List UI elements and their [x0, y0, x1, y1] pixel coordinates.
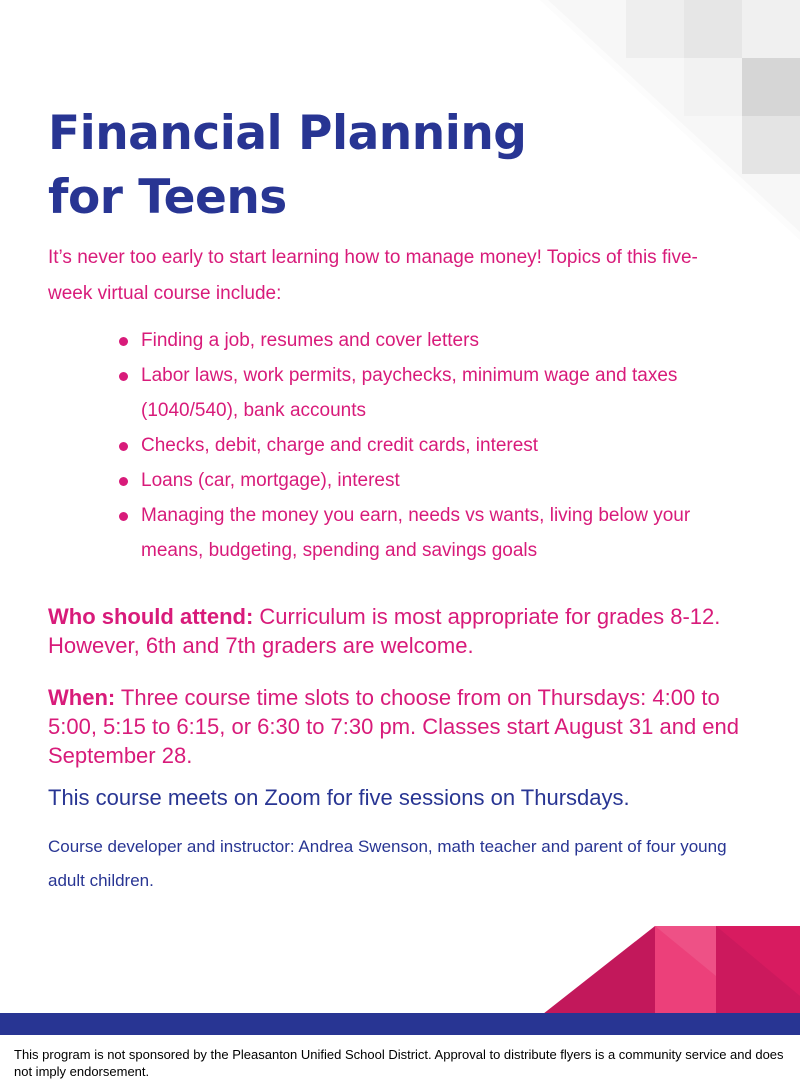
- decorative-pink-shapes: [0, 926, 800, 1014]
- topics-list: [141, 323, 721, 568]
- who-should-attend-paragraph: [48, 602, 748, 660]
- when-label: When:: [48, 685, 116, 710]
- when-paragraph: [48, 683, 748, 770]
- disclaimer-text: This program is not sponsored by the Pleasanton Unified School District. Approval to distribute flyers is a community service and does not imply endorsement.: [14, 1047, 784, 1079]
- title-line-1: Financial Planning: [48, 106, 527, 161]
- list-item: Loans (car, mortgage), interest: [141, 463, 721, 498]
- title-line-2: for Teens: [48, 170, 287, 225]
- when-text: Three course time slots to choose from on Thursdays: 4:00 to 5:00, 5:15 to 6:15, or 6:30 to 7:30 pm. Classes start August 31 and end September 28.: [48, 685, 740, 768]
- intro-paragraph: It’s never too early to start learning how to manage money! Topics of this five-week virtual course include:: [48, 247, 698, 304]
- who-should-attend-text: Curriculum is most appropriate for grades 8-12. However, 6th and 7th graders are welcome.: [48, 604, 721, 658]
- list-item: Finding a job, resumes and cover letters: [141, 323, 721, 358]
- zoom-note: This course meets on Zoom for five sessions on Thursdays.: [48, 785, 630, 810]
- decorative-gray-squares: [540, 0, 800, 240]
- list-item: Managing the money you earn, needs vs wants, living below your means, budgeting, spending and savings goals: [141, 498, 721, 568]
- who-should-attend-label: Who should attend:: [48, 604, 254, 629]
- list-item: Labor laws, work permits, paychecks, minimum wage and taxes (1040/540), bank accounts: [141, 358, 721, 428]
- instructor-note: Course developer and instructor: Andrea Swenson, math teacher and parent of four young adult children.: [48, 837, 727, 890]
- footer-band: [0, 1013, 800, 1035]
- page-title: [48, 102, 526, 230]
- list-item: Checks, debit, charge and credit cards, interest: [141, 428, 721, 463]
